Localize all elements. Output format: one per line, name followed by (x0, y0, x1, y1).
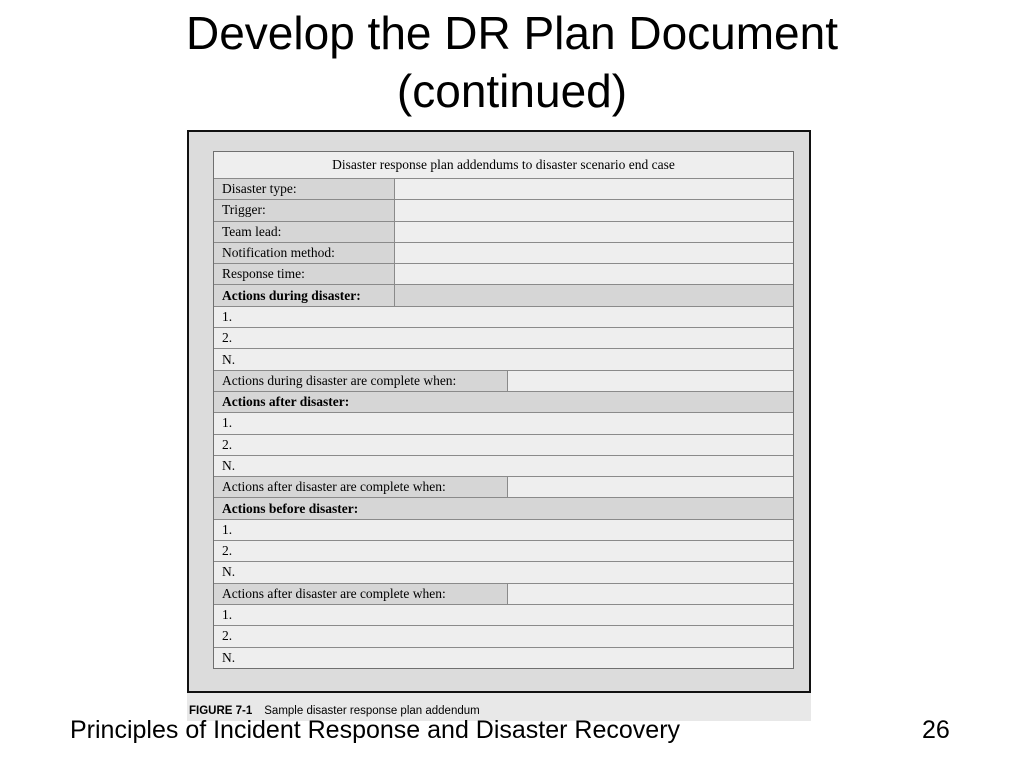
list-item-label: 1. (222, 415, 233, 431)
list-item-label: 2. (222, 543, 233, 559)
list-item (214, 327, 793, 348)
list-item (214, 348, 793, 369)
form-row-response-time (214, 263, 793, 284)
list-item-label: N. (222, 564, 236, 580)
slide-title-line-2: (continued) (396, 65, 628, 117)
list-item-label: 1. (222, 607, 233, 623)
list-item-label: 2. (222, 330, 233, 346)
list-item-label: 2. (222, 436, 233, 452)
list-item (214, 540, 793, 561)
list-item-label: 1. (222, 308, 233, 324)
field-value (395, 179, 793, 199)
field-value (508, 584, 793, 604)
field-label: Response time: (214, 264, 395, 284)
completion-row-after (214, 476, 793, 497)
field-value (395, 200, 793, 220)
figure-caption-text: Sample disaster response plan addendum (264, 705, 480, 717)
figure-number: FIGURE 7-1 (189, 705, 253, 717)
form-row-disaster-type (214, 178, 793, 199)
field-label: Team lead: (214, 222, 395, 242)
list-item (214, 561, 793, 582)
field-value (395, 285, 793, 305)
list-item (214, 647, 793, 668)
figure-image (187, 130, 811, 693)
field-label: Notification method: (214, 243, 395, 263)
form-row-trigger (214, 199, 793, 220)
list-item-label: N. (222, 351, 236, 367)
field-value (508, 477, 793, 497)
list-item-label: 2. (222, 628, 233, 644)
list-item-label: N. (222, 458, 236, 473)
field-value (508, 371, 793, 391)
completion-label: Actions after disaster are complete when: (214, 584, 508, 604)
response-plan-form (213, 151, 794, 669)
field-label: Trigger: (214, 200, 395, 220)
section-heading-before (214, 497, 793, 518)
completion-label: Actions during disaster are complete when: (214, 371, 508, 391)
completion-label: Actions after disaster are complete when: (214, 477, 508, 497)
field-value (395, 222, 793, 242)
list-item (214, 434, 793, 455)
slide-title-line-1: Develop the DR Plan Document (186, 7, 838, 59)
completion-row-during (214, 370, 793, 391)
list-item (214, 519, 793, 540)
section-heading-label: Actions after disaster: (222, 394, 350, 410)
form-header: Disaster response plan addendums to disaster scenario end case (332, 157, 675, 172)
slide-footer: Principles of Incident Response and Disaster Recovery (70, 716, 681, 744)
completion-row-before (214, 583, 793, 604)
form-row-notification-method (214, 242, 793, 263)
list-item (214, 306, 793, 327)
slide-title (0, 4, 1024, 120)
list-item (214, 455, 793, 476)
list-item (214, 625, 793, 646)
form-row-team-lead (214, 221, 793, 242)
list-item-label: 1. (222, 521, 233, 537)
list-item (214, 604, 793, 625)
list-item-label: N. (222, 649, 236, 665)
section-heading-label: Actions during disaster: (214, 285, 395, 305)
section-heading-label: Actions before disaster: (222, 500, 359, 516)
field-value (395, 264, 793, 284)
field-value (395, 243, 793, 263)
section-heading-during (214, 284, 793, 305)
field-label: Disaster type: (214, 179, 395, 199)
list-item (214, 412, 793, 433)
page-number: 26 (922, 716, 950, 744)
section-heading-after (214, 391, 793, 412)
